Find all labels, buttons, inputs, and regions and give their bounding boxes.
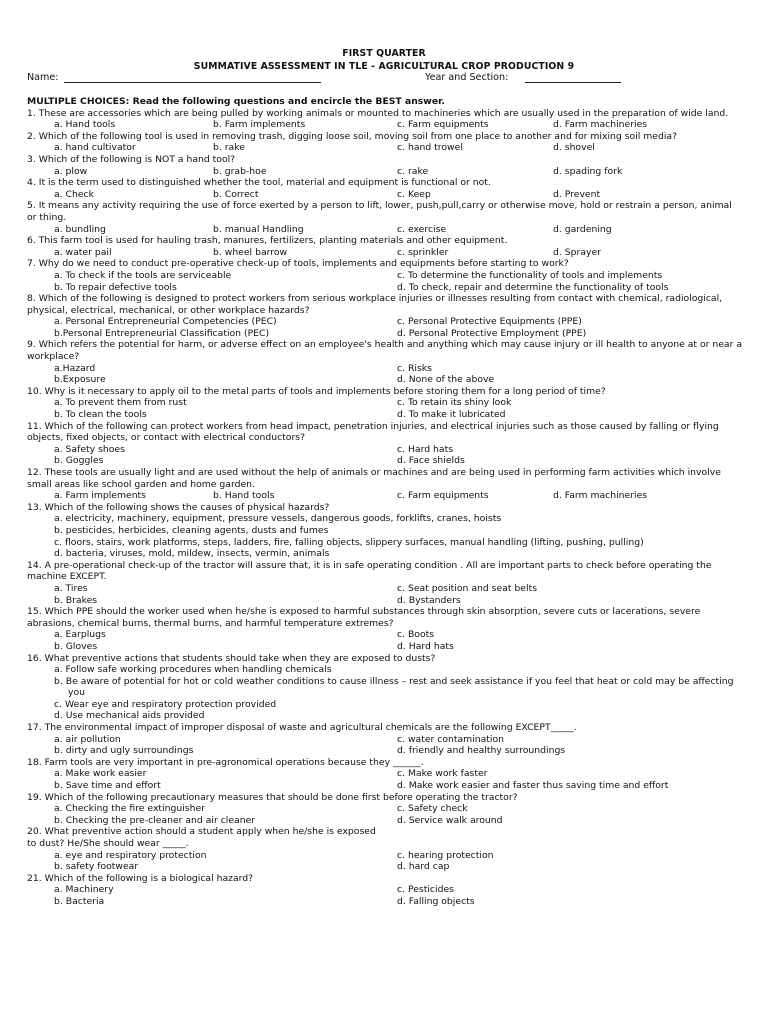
answer-option[interactable]: c. hand trowel bbox=[397, 142, 463, 154]
answer-option[interactable]: b. pesticides, herbicides, cleaning agents, dusts and fumes bbox=[54, 524, 329, 536]
question-item bbox=[27, 235, 743, 258]
question-text: 9. Which refers the potential for harm, or adverse effect on an employee's health and anything which may cause injury or ill health to anyone at or near a workplace? bbox=[27, 339, 742, 363]
question-text: 16. What preventive actions that students should take when they are exposed to dusts? bbox=[27, 652, 436, 664]
question-text: 12. These tools are usually light and are used without the help of animals or machines and are being used in performing farm activities which involve small areas like school garden and home garden. bbox=[27, 467, 721, 490]
option-row bbox=[27, 629, 743, 641]
question-item bbox=[27, 653, 743, 723]
answer-option[interactable]: d. Hard hats bbox=[397, 640, 454, 652]
question-text: 21. Which of the following is a biological hazard? bbox=[27, 872, 254, 884]
answer-option[interactable]: a. hand cultivator bbox=[54, 142, 136, 154]
answer-option[interactable]: a. Machinery bbox=[54, 884, 114, 896]
question-text: 14. A pre-operational check-up of the tractor will assure that, it is in safe operating condition . All are important parts to check before operating the machine EXCEPT. bbox=[27, 559, 712, 583]
answer-option[interactable]: d. Bystanders bbox=[397, 594, 461, 606]
question-item bbox=[27, 467, 743, 502]
name-row bbox=[27, 72, 747, 85]
question-item bbox=[27, 722, 743, 757]
question-text: 11. Which of the following can protect workers from head impact, penetration injuries, and electrical injuries such as those caused by falling or flying objects, fixed objects, or contact with electrical conductors? bbox=[27, 420, 719, 444]
question-text: 5. It means any activity requiring the use of force exerted by a person to lift, lower, push,pull,carry or otherwise move, hold or restrain a person, animal or thing. bbox=[27, 200, 732, 223]
answer-option[interactable]: d. Service walk around bbox=[397, 814, 503, 826]
option-row bbox=[27, 780, 743, 792]
name-label: Name: bbox=[27, 72, 59, 83]
answer-option[interactable]: c. rake bbox=[397, 165, 429, 177]
answer-option[interactable]: d. Sprayer bbox=[553, 246, 601, 258]
answer-option[interactable]: c. Seat position and seat belts bbox=[397, 582, 538, 594]
question-text: 10. Why is it necessary to apply oil to the metal parts of tools and implements before storing them for a long period of time? bbox=[27, 385, 606, 397]
question-text: 4. It is the term used to distinguished whether the tool, material and equipment is functional or not. bbox=[27, 177, 491, 189]
question-item bbox=[27, 386, 743, 421]
answer-option[interactable]: c. Make work faster bbox=[397, 768, 488, 780]
option-row bbox=[27, 397, 743, 409]
answer-option[interactable]: b. safety footwear bbox=[54, 861, 139, 873]
answer-option[interactable]: b. manual Handling bbox=[213, 223, 304, 235]
answer-option[interactable]: b. Goggles bbox=[54, 455, 104, 467]
answer-option[interactable]: a. Make work easier bbox=[54, 768, 147, 780]
answer-option[interactable]: d. shovel bbox=[553, 142, 595, 154]
answer-option[interactable]: b. rake bbox=[213, 142, 245, 154]
answer-option[interactable]: b. dirty and ugly surroundings bbox=[54, 745, 194, 757]
answer-option[interactable]: a. air pollution bbox=[54, 733, 121, 745]
answer-option[interactable]: a.Hazard bbox=[54, 362, 96, 374]
answer-option[interactable]: c. Farm equipments bbox=[397, 490, 489, 502]
answer-option[interactable]: b. wheel barrow bbox=[213, 246, 288, 258]
answer-option[interactable]: c. Safety check bbox=[397, 803, 468, 815]
answer-option[interactable]: d. friendly and healthy surroundings bbox=[397, 745, 566, 757]
answer-option[interactable]: b. Farm implements bbox=[213, 119, 306, 131]
instructions: MULTIPLE CHOICES: Read the following questions and encircle the BEST answer. bbox=[27, 96, 445, 107]
answer-option[interactable]: a. eye and respiratory protection bbox=[54, 849, 207, 861]
question-item bbox=[27, 502, 743, 560]
answer-option[interactable]: c. Pesticides bbox=[397, 884, 454, 896]
year-section-label: Year and Section: bbox=[425, 72, 509, 83]
question-item bbox=[27, 177, 743, 200]
answer-option[interactable]: c. sprinkler bbox=[397, 246, 449, 258]
answer-option[interactable]: d. gardening bbox=[553, 223, 612, 235]
option-row bbox=[27, 224, 743, 236]
option-row bbox=[27, 884, 743, 896]
question-item bbox=[27, 131, 743, 154]
answer-option[interactable]: a. Hand tools bbox=[54, 119, 116, 131]
option-row bbox=[27, 328, 743, 340]
answer-option[interactable]: b. Correct bbox=[213, 188, 259, 200]
question-text: 7. Why do we need to conduct pre-operative check-up of tools, implements and equipments before starting to work? bbox=[27, 258, 569, 270]
answer-option[interactable]: c. exercise bbox=[397, 223, 447, 235]
question-item bbox=[27, 339, 743, 385]
answer-option[interactable]: d. Make work easier and faster thus saving time and effort bbox=[397, 780, 669, 792]
question-item bbox=[27, 792, 743, 827]
answer-option[interactable]: b. Checking the pre-cleaner and air cleaner bbox=[54, 814, 256, 826]
question-text: 17. The environmental impact of improper disposal of waste and agricultural chemicals are the following EXCEPT_____. bbox=[27, 722, 577, 734]
answer-option[interactable]: b. Bacteria bbox=[54, 895, 105, 907]
answer-option[interactable]: d. bacteria, viruses, mold, mildew, insects, vermin, animals bbox=[54, 548, 330, 560]
question-text: 13. Which of the following shows the causes of physical hazards? bbox=[27, 501, 330, 513]
answer-option[interactable]: c. Boots bbox=[397, 629, 435, 641]
option-row bbox=[27, 444, 743, 456]
option-row bbox=[27, 166, 743, 178]
answer-option[interactable]: a. Checking the fire extinguisher bbox=[54, 803, 205, 815]
answer-option[interactable]: c. Wear eye and respiratory protection provided bbox=[54, 698, 277, 710]
answer-option[interactable]: d. Farm machineries bbox=[553, 119, 648, 131]
answer-option[interactable]: b. grab-hoe bbox=[213, 165, 267, 177]
option-row bbox=[27, 595, 743, 607]
answer-option[interactable]: c. water contamination bbox=[397, 733, 504, 745]
answer-option[interactable]: b. Brakes bbox=[54, 594, 98, 606]
question-item bbox=[27, 421, 743, 467]
question-text: 15. Which PPE should the worker used when he/she is exposed to harmful substances through skin absorption, severe cuts or lacerations, severe abrasions, chemical burns, thermal burns, and harmful temperature extremes? bbox=[27, 606, 701, 629]
answer-option[interactable]: c. Risks bbox=[397, 362, 432, 374]
answer-option[interactable]: d. To check, repair and determine the functionality of tools bbox=[397, 281, 669, 293]
answer-option[interactable]: a. Farm implements bbox=[54, 490, 147, 502]
answer-option[interactable]: a. water pail bbox=[54, 246, 112, 258]
answer-option[interactable]: d. Prevent bbox=[553, 188, 601, 200]
answer-option[interactable]: c. Farm equipments bbox=[397, 119, 489, 131]
header bbox=[0, 47, 768, 73]
answer-option[interactable]: d. Farm machineries bbox=[553, 490, 648, 502]
questions-body bbox=[27, 96, 743, 908]
answer-option[interactable]: a. Safety shoes bbox=[54, 443, 125, 455]
option-row bbox=[27, 850, 743, 862]
question-text: 20. What preventive action should a student apply when he/she is exposed bbox=[27, 826, 376, 838]
option-row bbox=[27, 490, 743, 502]
option-row bbox=[27, 409, 743, 421]
answer-option[interactable]: a. electricity, machinery, equipment, pressure vessels, dangerous goods, forklifts, cranes, hoists bbox=[54, 513, 502, 525]
answer-option[interactable]: b. Hand tools bbox=[213, 490, 275, 502]
answer-option[interactable]: d. Use mechanical aids provided bbox=[54, 710, 205, 722]
question-item bbox=[27, 258, 743, 293]
question-text: 6. This farm tool is used for hauling trash, manures, fertilizers, planting materials and other equipment. bbox=[27, 235, 508, 247]
header-quarter: FIRST QUARTER bbox=[342, 48, 426, 59]
answer-option[interactable]: d. None of the above bbox=[397, 374, 495, 386]
answer-option[interactable]: a. Earplugs bbox=[54, 629, 106, 641]
option-row bbox=[27, 815, 743, 827]
answer-option[interactable]: c. Hard hats bbox=[397, 443, 454, 455]
answer-option[interactable]: d. spading fork bbox=[553, 165, 623, 177]
option-row bbox=[27, 119, 743, 131]
answer-option[interactable]: b.Exposure bbox=[54, 374, 106, 386]
answer-option[interactable]: c. hearing protection bbox=[397, 849, 494, 861]
question-text: 3. Which of the following is NOT a hand tool? bbox=[27, 153, 236, 165]
option-row bbox=[27, 374, 743, 386]
option-row bbox=[27, 861, 743, 873]
answer-option[interactable]: d. hard cap bbox=[397, 861, 450, 873]
answer-option[interactable]: c. To retain its shiny look bbox=[397, 397, 512, 409]
answer-option[interactable]: d. Falling objects bbox=[397, 895, 475, 907]
option-row bbox=[27, 641, 743, 653]
answer-option[interactable]: a. To check if the tools are serviceable bbox=[54, 269, 232, 281]
question-item bbox=[27, 560, 743, 606]
option-row bbox=[27, 803, 743, 815]
header-title: SUMMATIVE ASSESSMENT IN TLE - AGRICULTURAL CROP PRODUCTION 9 bbox=[193, 61, 575, 72]
answer-option[interactable]: a. plow bbox=[54, 165, 88, 177]
answer-option[interactable]: a. Check bbox=[54, 188, 95, 200]
answer-option[interactable]: b.Personal Entrepreneurial Classification (PEC) bbox=[54, 327, 270, 339]
option-row bbox=[27, 270, 743, 282]
answer-option[interactable]: c. Personal Protective Equipments (PPE) bbox=[397, 316, 582, 328]
option-row bbox=[27, 745, 743, 757]
question-item bbox=[27, 108, 743, 131]
question-text-continued: to dust? He/She should wear _____. bbox=[27, 838, 189, 849]
answer-option[interactable]: c. Keep bbox=[397, 188, 431, 200]
option-row bbox=[27, 316, 743, 328]
answer-option[interactable]: a. Personal Entrepreneurial Competencies (PEC) bbox=[54, 316, 277, 328]
option-row bbox=[27, 142, 743, 154]
answer-option[interactable]: c. To determine the functionality of tools and implements bbox=[397, 269, 663, 281]
question-item bbox=[27, 826, 743, 872]
answer-option[interactable]: b. Gloves bbox=[54, 640, 98, 652]
option-row bbox=[27, 189, 743, 201]
question-text: 1. These are accessories which are being pulled by working animals or mounted to machineries which are usually used in the preparation of wide land. bbox=[27, 107, 729, 119]
question-item bbox=[27, 757, 743, 792]
question-item bbox=[27, 200, 743, 235]
question-item bbox=[27, 293, 743, 339]
question-item bbox=[27, 154, 743, 177]
answer-option[interactable]: a. Follow safe working procedures when handling chemicals bbox=[54, 664, 332, 676]
answer-option[interactable]: d. Face shields bbox=[397, 455, 465, 467]
answer-option[interactable]: b. Save time and effort bbox=[54, 780, 161, 792]
answer-option[interactable]: a. Tires bbox=[54, 582, 88, 594]
answer-option[interactable]: c. floors, stairs, work platforms, steps, ladders, fire, falling objects, slippery surfaces, manual handling (lifting, pushing, pulling) bbox=[54, 536, 644, 548]
question-item bbox=[27, 873, 743, 908]
name-blank[interactable] bbox=[64, 82, 321, 83]
answer-option[interactable]: b. Be aware of potential for hot or cold weather conditions to cause illness – rest and seek assistance if you feel that heat or cold may be affecting you bbox=[54, 675, 734, 699]
answer-option[interactable]: b. To clean the tools bbox=[54, 409, 147, 421]
option-row bbox=[27, 282, 743, 294]
question-item bbox=[27, 606, 743, 652]
question-text: 19. Which of the following precautionary measures that should be done first before operating the tractor? bbox=[27, 791, 518, 803]
question-text: 8. Which of the following is designed to protect workers from serious workplace injuries or illnesses resulting from contact with chemical, radiological, physical, electrical, mechanical, or other workplace hazards? bbox=[27, 293, 723, 316]
question-text: 2. Which of the following tool is used in removing trash, digging loose soil, moving soil from one place to another and for mixing soil media? bbox=[27, 130, 677, 142]
option-row bbox=[27, 583, 743, 595]
answer-option[interactable]: a. bundling bbox=[54, 223, 106, 235]
year-section-blank[interactable] bbox=[525, 82, 621, 83]
option-row bbox=[27, 768, 743, 780]
answer-option[interactable]: a. To prevent them from rust bbox=[54, 397, 187, 409]
answer-option[interactable]: d. To make it lubricated bbox=[397, 409, 506, 421]
option-row bbox=[27, 455, 743, 467]
option-row bbox=[27, 896, 743, 908]
question-text: 18. Farm tools are very important in pre-agronomical operations because they ______. bbox=[27, 756, 424, 768]
option-row bbox=[27, 734, 743, 746]
answer-option[interactable]: d. Personal Protective Employment (PPE) bbox=[397, 327, 587, 339]
option-row bbox=[27, 247, 743, 259]
answer-option[interactable]: b. To repair defective tools bbox=[54, 281, 177, 293]
option-row bbox=[27, 363, 743, 375]
